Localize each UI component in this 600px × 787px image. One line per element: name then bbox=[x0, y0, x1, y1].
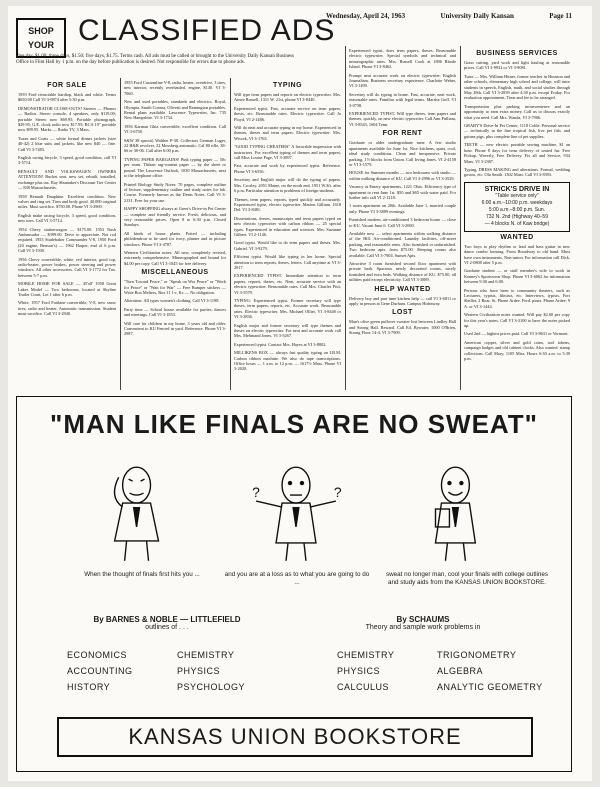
classified-ad: Attractive 3 room furnished second floor apartment with private bath. Spacious newly decorated rooms, nicely furnished and twin beds. Walking distance of KU. $75.00, all utilities paid except electricity. Call VI 3-3889. bbox=[349, 261, 456, 283]
classified-ad: 1956 Karman Ghia convertible, excellent condition. Call VI 3-6758. bbox=[124, 123, 226, 135]
classified-ad: S&W 38 special, Walther P-38. Collectors German Luger, 22 H&R revolver, 22 Mossberg automatic. Cal 80 rifle, 38-66 er 30-06. Call after 6:00 p.m. bbox=[124, 137, 226, 154]
bookstore-advertisement bbox=[16, 396, 572, 772]
classified-ad: Two boys to play rhythm or lead and bass guitar in new dance combo forming. From Broadway to old band. Must have own instruments. Non-union. For information call Dick. VI 2-0808 after 5 p.m. bbox=[464, 243, 570, 265]
classified-ad: Fast, accurate and work by experienced typist. Reference. Phone VI 3-6556. bbox=[234, 163, 341, 174]
puzzled-student-figure bbox=[252, 467, 342, 561]
section-heading-for-rent: FOR RENT bbox=[382, 130, 423, 138]
section-heading-for-sale: FOR SALE bbox=[47, 82, 87, 89]
relaxed-student-figure bbox=[435, 467, 475, 561]
classified-ad: Graduate or older undergraduate men: A few studio apartments available for June 1st. Nice kitchens, quiet, cool, ideal study conditions. Clean and inexpensive. Private parking, 1½ blocks from Union. Call Irving Jones. VI 2-4158 or VI 3-1579. bbox=[349, 140, 456, 167]
classified-ad: "Turn Toward Peace," or "Speak on Wor Peace" or "Work for Peace" or "Wait for War" — Free Bumper stickers — Write Box Melters, Box 11 1-r, Kc — No obligation. bbox=[124, 279, 226, 295]
classified-ad: Alteration: All types women's clothing. Call VI 3-1198. bbox=[124, 298, 220, 304]
masthead bbox=[326, 12, 572, 20]
subject-item: ANALYTIC GEOMETRY bbox=[437, 682, 543, 692]
classified-ad: Western Civilization notes. All new, completely revised, extremely comprehensive. Mimeographed and bound for $4.00 per copy. Call VI 3-1045 for free delivery. bbox=[124, 249, 226, 266]
subjects-list-3 bbox=[337, 647, 394, 695]
classified-ad: 1 room apartment on 20th. Available June 1, married couple only. Phone VI 3-3889 evenings. bbox=[349, 203, 456, 214]
classified-ad: Will care for children in my home, 3 years old and older. Convenient to KU Fenced in yard. Reference. Phone VI 3-2987. bbox=[124, 320, 226, 337]
classified-ad: Man's olive green pullover sweater lost between Lindley Hall and Strong Hall. Reward. Call Ed. Bywater, 1000 O'Brien, Strong Floor 14-4, VI 3-7909. bbox=[349, 319, 456, 336]
publisher-left: By BARNES & NOBLE — LITTLEFIELD bbox=[93, 615, 241, 624]
classified-ad: EXPERIENCED TYPIST. Will type theses, term papers and themes, quickly, on new electric typewriter. Call Ann Pulliam, VI 3-8543, 1604 Tenn. bbox=[349, 111, 456, 127]
subject-item: PHYSICS bbox=[337, 666, 381, 676]
classified-ad: Themes, term papers, reports, typed quickly and accurately. Experienced typist, electric typewriter. Marion Gilliam. 1618 Del. VI 3-8481. bbox=[234, 196, 341, 213]
classified-ad: New and used portables, standards and electrics. Royal, Olympia, Smith Corona, Olivetti and Remington portables. Rental plans available. Lawrence Typewriter, Inc. 735 New Hampshire. VI 3-1734. bbox=[124, 99, 226, 121]
stricks-location: — 4 blocks N. of Kaw bridge) bbox=[484, 220, 550, 227]
classified-title: CLASSIFIED ADS bbox=[78, 14, 336, 47]
section-heading-miscellaneous: MISCELLANEOUS bbox=[141, 269, 209, 277]
classified-ad: Western Civilization notes wanted. Will pay $2.00 per copy for this year's notes. Call VI 3-3100 to have the notes picked up. bbox=[464, 312, 570, 328]
issue-date: Wednesday, April 24, 1963 bbox=[326, 12, 406, 20]
subject-item: CHEMISTRY bbox=[337, 650, 395, 660]
caption-third: sweat no longer man, cool your finals with college outlines and study aids from the KANSAS UNION BOOKSTORE. bbox=[385, 571, 549, 586]
classified-ad: Will do neat and accurate typing in my home. Experienced in themes, theses and term papers. Electric typewriter. Mrs. Wiscek, VI 3-1763. bbox=[234, 125, 341, 141]
column-rent bbox=[349, 48, 456, 390]
theory-line: Theory and sample work problems in bbox=[365, 624, 481, 631]
classified-ad: Dissertations, theses, manuscripts and term papers typed on new electric typewriter with carbon ribbon — 25 special types. Experienced in education and sciences. Mrs. Suzanne Gilbert. VI 2-1146. bbox=[234, 215, 341, 237]
column-for-sale-2 bbox=[124, 80, 226, 390]
classified-ad: Secretary will do typing in home. Fast, accurate, neat work, reasonable rates. Familiar with legal terms. Marsha Goff. VI 3-0738. bbox=[349, 91, 456, 108]
subject-item: TRIGONOMETRY bbox=[437, 650, 517, 660]
classified-ad: RENAULT AND VOLKSWAGEN OWNERS ATTENTION! Bucket seat, new set, rebuilt, installed, exchange plus tax. Ray Shumaker's Discount Tire Center — 838 Massachusetts. bbox=[18, 168, 116, 191]
classified-ad: White, 1957 Ford Fairlane convertible, V-8, new snow tires, radio and heater. Automatic transmission. Student must sacrifice. Call VI 3-2940. bbox=[18, 300, 116, 317]
classified-ad: Experienced typist. Contact Mrs. Hayes at VI 3-8802. bbox=[234, 341, 327, 347]
classified-ad: 1958 Renault Dauphine. Excellent condition. New valves and ring set. Tires and body good. 40,000 original miles. Must sacrifice. $750.00. Phone VI 3-2969. bbox=[18, 193, 116, 210]
subject-item: PHYSICS bbox=[177, 666, 221, 676]
classified-ad: Transportation plus parking inconvenience and an opportunity to earn extra money. Call us to discuss exactly what you need. Call Mrs. Wanda, VI 3-7906. bbox=[464, 103, 570, 120]
classified-ad: GRABY'S Drive-In Pet Center, 1118 Coble. Personal service — technically in the fine tropical fish, live pet fish, and guinea pigs, plus complete line of pet supplies. bbox=[464, 123, 570, 139]
classified-ad: Typing, DRESS MAKING and alterations. Formal, wedding gowns, etc. Ola Smith. 1302 Mass. Call VI 3-8393. bbox=[464, 166, 570, 178]
subject-item: ALGEBRA bbox=[437, 666, 484, 676]
classified-ad: Will type term papers and reports on electric typewriter. Mrs. Arnoe Russell, 1311 W. 21st, phone VI 3-8440. bbox=[234, 92, 341, 103]
classified-ad: Printed Biology Study Notes: 70 pages, complete outline of lecture, supplementary outline and study notes for lab. Course. Formerly known as the Dents Notes. Call VI 3-2131. Free for your use. bbox=[124, 181, 226, 203]
classified-ad: TYPING PAPER BARGAINS! Pink typing paper — 50c per ream. Thiken rag-content paper — by the sheet or pound. The Lawrence Outlook, 1030 Massachusetts, next to the telephone office. bbox=[124, 156, 226, 179]
section-heading-help-wanted: HELP WANTED bbox=[374, 285, 431, 293]
classified-ad: Experienced typist. Fast, accurate service on term papers, thesis, etc. Reasonable rates. Electric typewriter. Call Jo Floyd, VI 2-1486. bbox=[234, 105, 341, 122]
classified-ad: EXPERIENCED TYPIST. Immediate attention to term papers, reports, theses, etc. Neat, accurate service with an electric typewriter. Reasonable rates. Call Mrs. Charles Pitti, VI 3-5579. bbox=[234, 273, 341, 295]
classified-ad: DEMONSTRATOR CLOSE-OUTS! Stereos — Phonos — Radios. Stereo console, 4 speakers, only $119.00; portable Stereo now $69.95; Portable phonograph, $29.95; G.E. clock radio now $17.95; RCA 19" portable now $99.95. Marks — Radio TV, 3 Mass. bbox=[18, 105, 116, 133]
stricks-hours-weekdays: 6:00 a.m.–10:00 p.m. weekdays bbox=[481, 199, 553, 206]
classified-ad: All kinds of house plants. Potted — including philodendron to be used for ivory, planter and in picture windows. Phone VI 3-4787. bbox=[124, 230, 226, 247]
outlines-of: outlines of . . . bbox=[145, 624, 189, 631]
cartoon-figures bbox=[17, 457, 571, 567]
column-typing bbox=[234, 80, 341, 390]
classified-ad: 1955 Ford Customline V-8, radio, heater, overdrive, 3 tires, new interior, recently overhauled, engine, $140. VI 3-7060. bbox=[124, 80, 226, 96]
classified-ad: Furnished modern, air-conditioned 3 bedroom house — close to KU. Vacant June 6. Call VI 3-2069. bbox=[349, 217, 456, 228]
classified-ad: 1956 Chevy convertible, white, red interior, good top, radio-heater, power brakes, power steering and power windows. All other accessories. Call VI 3-1772 for Tax. between 5-7 p.m. bbox=[18, 256, 116, 278]
column-services bbox=[464, 48, 570, 390]
worried-student-figure bbox=[114, 467, 158, 561]
column-rule bbox=[460, 46, 461, 390]
stricks-service: "Table service only" bbox=[495, 192, 539, 199]
subjects-list-2 bbox=[177, 647, 245, 695]
classified-ad: Good typist. Would like to do term papers and theses. Mrs. Gabriel. VI 3-9279. bbox=[234, 240, 341, 251]
classified-ad: HAPPY SHOPPING always at Greer's Drive-in Pet Center — complete and friendly service. Fresh, delicious, and very reasonable prices. Open 8 to 6:30 p.m. Closed Sundays. bbox=[124, 206, 226, 228]
classified-ad: American copper, silver and gold coins, tool tokens, campaign badges and old cabinet clocks. Also wanted: stamp collections. Call Mary, 1105 Miss. Hours 6:30 a.m. to 5:30 p.m. bbox=[464, 339, 570, 362]
subject-item: PSYCHOLOGY bbox=[177, 682, 246, 692]
classified-ad: MILLIKENS BOX — always fast quality typing on I.B.M. Carbon ribbon machine. We also do tape transcriptions. Office hours — 1 a.m. to 12 p.m. — 1617½ Mass. Phone VI 3-2020. bbox=[234, 350, 341, 372]
shop-your-box bbox=[16, 18, 66, 58]
subject-item: CHEMISTRY bbox=[177, 650, 235, 660]
section-heading-lost: LOST bbox=[392, 309, 413, 317]
section-heading-business-services: BUSINESS SERVICES bbox=[476, 50, 558, 57]
publisher-right: By SCHAUMS bbox=[396, 615, 450, 624]
classified-ad: "GOOD TYPING CHEATERS" A favorable impression with instructors. For excellent typing of themes and term papers, call Miss Louise Page, VI 3-3897. bbox=[234, 144, 341, 161]
classified-ad: Persons who have been to community theaters, such as Lecturers, typists, filmists, etc. Interviews, typists, Fort Sheller, 2 Boar, St. Phone Ardee. Ford. pines. Phone Ardee: 9 A. or VI 3-1444. bbox=[464, 287, 570, 309]
classified-ad: MOBILE HOME FOR SALE — 45'x8' 1958 Great Lakes Model — Two bedrooms, located at Skyline Trailer Court, Lot 1 after 6 p.m. bbox=[18, 281, 116, 297]
classified-ad: English major and former secretary will type themes and theses on electric typewriter. For neat and accurate work call Mrs. Mehmand Jones, VI 3-5267. bbox=[234, 322, 341, 339]
caption-second: and you are at a loss as to what you are going to do ... bbox=[224, 571, 370, 586]
svg-text:?: ? bbox=[252, 484, 260, 501]
subject-item: ECONOMICS bbox=[67, 650, 128, 660]
column-rule bbox=[230, 78, 231, 390]
classified-ad: Secretary and English major will do the typing of papers. Mrs. Crosley, 2051 Maine, on the north end, 1951 W.3ft. after 6 p.m. Particular attention to problems of foreign students. bbox=[234, 177, 341, 194]
classified-ad: TEETH — new electric portable sewing machine, $1 an hour. Phone 8 days for term delivery of seated fur. Free Pickup. Waverly, Free Delivery. Fix all and Service, 934 Mass. VI 3-2387. bbox=[464, 142, 570, 164]
stricks-address: 732 N. 2nd (Highway 40–59 bbox=[486, 213, 548, 220]
classified-ad: Tuxes and Coats — white formal dinner jackets (size 40-42) 2 blue suits and jackets, like new $40 — fine. Call VI 3-7483. bbox=[18, 135, 116, 152]
your-label: YOUR bbox=[27, 40, 54, 50]
classified-ad: 1954 Chevy stationwagon — $175.00. 1953 Nash Ambassador — $399.00. Drive to appreciate. Not rod required. 1953 Studebaker Commander V-8, 1950 Ford (20 engine, Benson's) — 1962 Harper, end of 6 p.m. Call VI 3-1930. bbox=[18, 226, 116, 254]
caption-first: When the thought of finals first hits you ... bbox=[84, 571, 200, 578]
subject-item: ACCOUNTING bbox=[67, 666, 133, 676]
page-number: Page 11 bbox=[549, 12, 572, 20]
classified-ad: English make racing bicycle, 3 speed, good condition, new tires. Call VI 3-5714. bbox=[18, 212, 116, 224]
classified-ad: Used 2nd — highest prices paid. Call VI 3-8631 or Vermont. bbox=[464, 331, 569, 337]
classified-ad: Prompt neat accurate work on electric typewriter. English Journalism. Business secretary experience. Charlotte Weber, VI 3-1499. bbox=[349, 72, 456, 89]
subjects-list-1 bbox=[67, 647, 133, 695]
stricks-name: STRICK'S DRIVE IN bbox=[484, 185, 550, 193]
classified-ad: Delivery boy and part time kitchen help — call VI 3-6811 or apply in person at Gene Durham. Campus Hideaway. bbox=[349, 295, 456, 307]
shop-label: SHOP bbox=[28, 26, 54, 36]
classified-ad: HOUSE for Summer months — two bedrooms with studio — within walking distance of KU. Call VI 3-2996 or VI 3-3529. bbox=[349, 170, 456, 181]
classified-ad: Efficient typist. Would like typing in her home. Special attention to term reports, theses, letters. Call anytime at VI 3-2917. bbox=[234, 254, 341, 270]
subject-item: HISTORY bbox=[67, 682, 111, 692]
section-heading-typing: TYPING bbox=[272, 82, 303, 89]
column-rule bbox=[345, 46, 346, 390]
classified-ad: Graduate student — or staff member's wife to work in Kenney's Sportswear Shop. Phone VI 3-6062 for information between 9:30 and 6:00. bbox=[464, 268, 570, 285]
stricks-hours-sunday: 5:00 a.m.–8:00 p.m. Sun. bbox=[488, 206, 546, 213]
section-heading-wanted: WANTED bbox=[500, 233, 534, 241]
classified-ad: Grass cutting, yard work and light hauling at reasonable prices. Call VI 3-9932 or VI 3-9081. bbox=[464, 60, 570, 71]
classified-ad: English racing bicycle, 3 speed, good condition, call VI 3-5714. bbox=[18, 155, 116, 166]
column-rule bbox=[120, 78, 121, 390]
subject-item: CALCULUS bbox=[337, 682, 390, 692]
classified-ad: Vacancy at Emery apartments, 1221 Ohio. Efficiency type of apartment to rent June 1st. $50 and $65 with water paid. For further info call VI 2-1218. bbox=[349, 184, 456, 200]
bookstore-name-box: KANSAS UNION BOOKSTORE bbox=[57, 717, 533, 757]
paper-name: University Daily Kansan bbox=[440, 12, 514, 20]
classified-ad: Tutor — Mrs. William Hitner, former teacher in Houston and other schools, elementary high school and college, will tutor students in speech, English, math, and social studies through May 28th. Call VI 3-2839 after 4:30 p.m. except Friday. For evaluation appointment, Time and fee to be arranged. bbox=[464, 73, 570, 101]
ad-headline: "MAN LIKE FINALS ARE NO SWEAT" bbox=[50, 409, 538, 439]
classified-ad: Experienced typist, does term papers, theses. Reasonable electric typewriter. Special symbols and technical and mimeographic rates. Mrs. Russell Cook at 1806 Rhode Island. Phone VI 3-8462. bbox=[349, 48, 456, 70]
svg-text:?: ? bbox=[333, 484, 342, 501]
rates-notice: One day, $1.00; three days, $1.50; five days, $1.75. Terms cash. All ads must be called or brought to the University Daily Kansan Business Office in Flint Hall by 1 p.m. on the day before publication is desired. Not responsible for errors due to phone ads. bbox=[16, 54, 294, 65]
column-for-sale bbox=[18, 80, 116, 390]
publisher-band bbox=[47, 615, 543, 631]
stricks-drive-in-ad bbox=[464, 182, 570, 232]
classified-ad: Available now — select apartments within walking distance of the Hill. Air-conditioned. Laundry facilities, off-street parking, and reasonable rents. Also furnished or unfurnished. Two bedroom apts. from $75.00. Sleeping rooms also available. Call VI 3-7904. Sunset Apts. bbox=[349, 230, 456, 258]
subjects-list-4 bbox=[437, 647, 543, 695]
classified-ad: Party time — School house available for parties, dances and meetings. Call VI 3-1853. bbox=[124, 306, 226, 318]
classified-ad: 1959 Ford retractable hardtop, black and white. Terms $650.00 Call VI 3-9874 after 5:30 p.m. bbox=[18, 92, 116, 103]
classified-ad: TYPING: Experienced typist. Former secretary will type theses, term papers, reports, etc. Accurate work. Reasonable rates. Electric typewriter. Mrs. Michael Ollier, VI 3-8448 or VI 3-3836. bbox=[234, 298, 341, 320]
